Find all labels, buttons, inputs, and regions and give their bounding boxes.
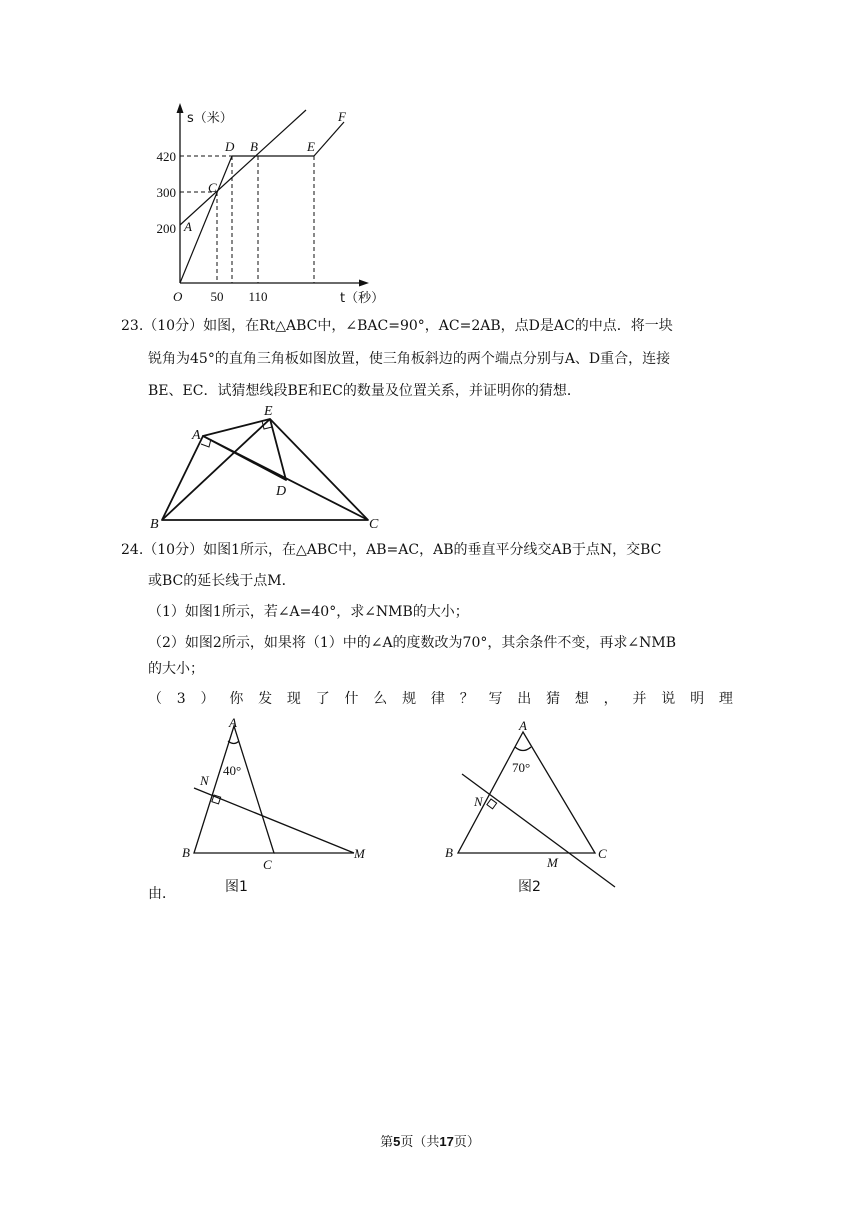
point-E-label: E — [307, 139, 315, 154]
point-B-label: B — [250, 139, 258, 154]
footer-page-number: 5 — [393, 1134, 401, 1149]
q24-part2-line1: （2）如图2所示，如果将（1）中的∠A的度数改为70°，其余条件不变，再求∠NMB — [148, 635, 676, 651]
distance-time-graph — [140, 100, 400, 310]
triangle-ABC — [162, 436, 368, 520]
footer-total-pages: 17 — [439, 1134, 454, 1149]
q23-label-D: D — [276, 484, 287, 499]
q24-part3-char: 律 — [430, 691, 445, 707]
q24-part3-char: ） — [200, 691, 215, 707]
fig2-perpendicular-bisector — [462, 774, 615, 887]
y-axis-arrow — [177, 103, 184, 113]
fig1-label-C: C — [263, 857, 272, 872]
x-axis-label: t（秒） — [340, 291, 385, 306]
line-A-long — [180, 110, 306, 225]
q24-figure-1 — [170, 712, 380, 897]
q24-part3-end: 由． — [148, 886, 176, 902]
fig1-angle-label: 40° — [223, 763, 242, 778]
point-C-label: C — [208, 180, 217, 195]
segment-BE — [162, 419, 270, 520]
q24-part3-char: 想 — [574, 691, 589, 707]
q24-part3-char: 现 — [286, 691, 301, 707]
q23-figure — [140, 400, 400, 535]
line-EF — [314, 122, 344, 156]
q24-part3-char: 发 — [258, 691, 273, 707]
q24-part3-char: ， — [603, 691, 618, 707]
q24-part2-line2: 的大小； — [148, 661, 204, 677]
q23-label-E: E — [264, 404, 273, 419]
q24-part3-char: 猜 — [546, 691, 561, 707]
fig2-label-M: M — [547, 855, 558, 870]
q24-part3-char: 说 — [661, 691, 676, 707]
fig1-right-angle-N — [212, 795, 221, 804]
x-axis-arrow — [359, 280, 369, 287]
page-footer — [0, 1131, 860, 1150]
fig1-caption: 图1 — [225, 879, 248, 895]
q23-number: 23. — [121, 318, 144, 334]
q23-label-C: C — [369, 517, 379, 532]
q24-part3-char: 理 — [718, 691, 733, 707]
q24-text-1: 如图1所示，在△ABC中，AB=AC，AB的垂直平分线交AB于点N，交BC — [203, 542, 662, 558]
tick-50: 50 — [210, 289, 224, 304]
q23-line3: BE、EC．试猜想线段BE和EC的数量及位置关系，并证明你的猜想． — [148, 383, 581, 399]
q24-part3-char: 3 — [176, 691, 186, 707]
fig2-angle-arc-A — [515, 747, 531, 751]
fig1-label-M: M — [354, 846, 365, 861]
q24-part3-char: 你 — [229, 691, 244, 707]
q24-part3-char: 规 — [402, 691, 417, 707]
fig2-label-C: C — [598, 846, 607, 861]
point-A-label: A — [184, 219, 192, 234]
q24-line2: 或BC的延长线于点M． — [148, 573, 296, 589]
fig1-label-A: A — [229, 715, 237, 730]
fig2-label-N: N — [474, 794, 483, 809]
q24-part3-char: 写 — [488, 691, 503, 707]
tick-420: 420 — [156, 149, 176, 164]
q24-figure-2 — [440, 712, 640, 897]
fig2-right-angle-N — [487, 799, 497, 809]
q24-number: 24. — [121, 542, 144, 558]
q24-line1 — [121, 541, 661, 559]
tick-200: 200 — [156, 221, 176, 236]
q23-line2: 锐角为45°的直角三角板如图放置，使三角板斜边的两个端点分别与A、D重合，连接 — [148, 351, 671, 367]
q24-part1: （1）如图1所示，若∠A=40°，求∠NMB的大小； — [148, 604, 469, 620]
origin-label: O — [173, 289, 183, 304]
point-D-label: D — [225, 139, 235, 154]
fig1-label-B: B — [182, 845, 190, 860]
tick-110: 110 — [248, 289, 268, 304]
fig1-triangle-ABC — [194, 726, 274, 853]
footer-pre: 第 — [380, 1135, 394, 1150]
q24-part3-char: ？ — [459, 691, 474, 707]
q23-label-B: B — [150, 517, 159, 532]
footer-mid: 页（共 — [400, 1135, 440, 1150]
y-axis-label: s（米） — [187, 111, 233, 126]
q23-line1 — [121, 317, 673, 335]
fig2-angle-label: 70° — [512, 760, 531, 775]
q24-part3-char: 么 — [373, 691, 388, 707]
segment-EC — [270, 419, 368, 520]
q23-score: （10分） — [143, 318, 204, 334]
footer-post: 页） — [453, 1135, 480, 1150]
tick-300: 300 — [156, 185, 176, 200]
q24-part3-char: 并 — [632, 691, 647, 707]
q24-part3-char: 什 — [344, 691, 359, 707]
q23-text-1: 如图，在Rt△ABC中，∠BAC=90°，AC=2AB，点D是AC的中点．将一块 — [203, 318, 673, 334]
fig1-label-N: N — [200, 773, 209, 788]
q24-part3-char: （ — [148, 691, 162, 707]
q24-part3-char: 出 — [517, 691, 532, 707]
q23-label-A: A — [192, 428, 201, 443]
fig2-label-A: A — [519, 718, 527, 733]
point-F-label: F — [338, 109, 346, 124]
fig2-label-B: B — [445, 845, 453, 860]
q24-part3-char: 明 — [690, 691, 705, 707]
q24-part3-line — [148, 690, 733, 708]
fig1-perpendicular-bisector — [194, 788, 354, 853]
q24-part3-char: 了 — [315, 691, 330, 707]
fig2-caption: 图2 — [518, 879, 541, 895]
q24-score: （10分） — [143, 542, 204, 558]
